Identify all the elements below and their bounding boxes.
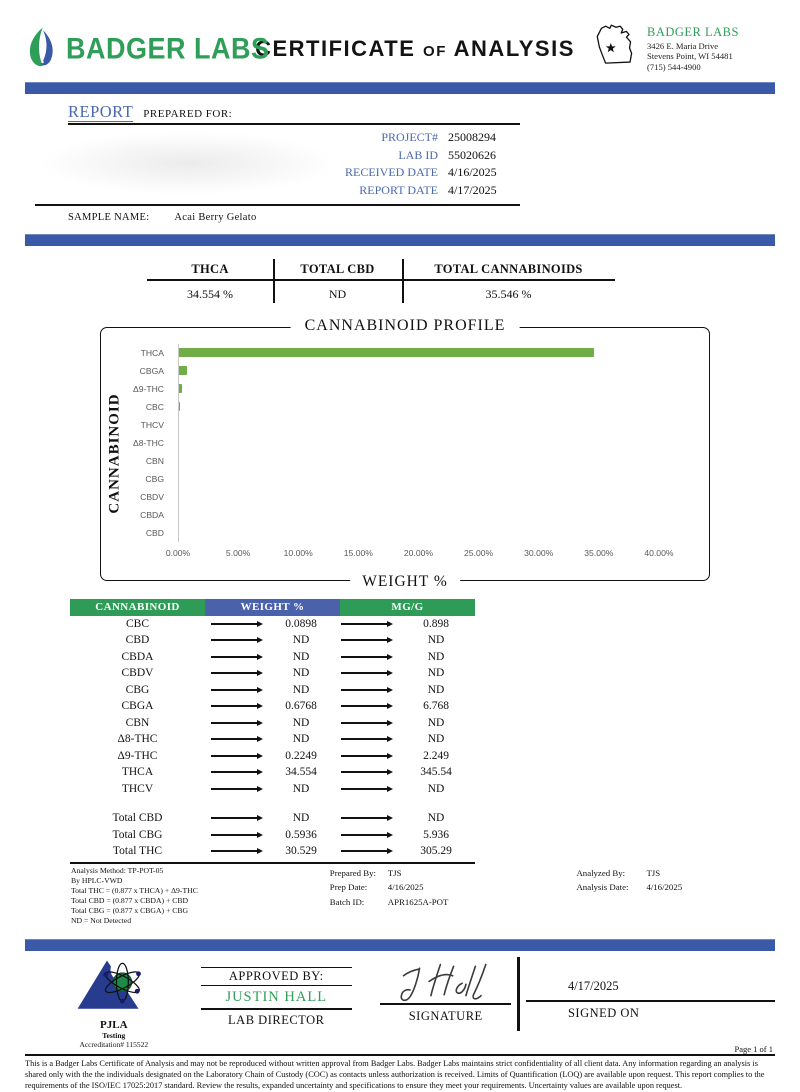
arrow-icon — [335, 848, 397, 854]
arrow-icon — [335, 703, 397, 709]
arrow-icon — [335, 621, 397, 627]
page-number: Page 1 of 1 — [734, 1043, 773, 1054]
table-row — [70, 616, 475, 633]
analyzed-note-row — [576, 866, 775, 881]
report-field-value: 4/16/2025 — [448, 165, 497, 179]
report-field-value: 25008294 — [448, 130, 496, 144]
report-field-label: REPORT DATE — [359, 182, 438, 197]
arrow-icon — [335, 720, 397, 726]
table-cell-name: CBGA — [121, 700, 154, 713]
table-cell-mgg: ND — [427, 650, 445, 663]
cannabinoid-profile-chart — [100, 316, 710, 590]
summary-value: 35.546 % — [485, 286, 532, 301]
header — [25, 16, 775, 82]
lab-address-line1: 3426 E. Maria Drive — [647, 40, 719, 51]
chart-bar-row — [179, 506, 683, 524]
report-field-row — [68, 130, 520, 145]
table-row — [70, 781, 475, 798]
chart-bar-row — [179, 380, 683, 398]
note-value: TJS — [387, 867, 402, 878]
pjla-testing-label: Testing — [102, 1030, 126, 1040]
arrow-icon — [205, 786, 267, 792]
chart-category-label: Δ8-THC — [132, 437, 164, 448]
chart-bar-row — [179, 524, 683, 542]
table-cell-name: CBDV — [121, 667, 154, 680]
table-cell-mgg: 0.898 — [423, 617, 449, 630]
table-cell-mgg: 345.54 — [420, 766, 452, 779]
footer — [25, 1044, 775, 1092]
table-row — [70, 731, 475, 748]
table-cell-name: Total THC — [112, 845, 163, 858]
method-note-line: ND = Not Detected — [71, 915, 132, 925]
chart-bar-row — [179, 398, 683, 416]
divider-bar-2 — [25, 234, 775, 246]
brand-lockup — [25, 24, 270, 75]
table-cell-weight: ND — [292, 683, 310, 696]
table-cell-name: Total CBG — [112, 828, 163, 841]
report-heading — [68, 102, 520, 125]
table-cell-name: Δ8-THC — [117, 733, 158, 746]
table-row — [70, 748, 475, 765]
method-note-line: By HPLC-VWD — [71, 875, 123, 885]
table-cell-mgg: 305.29 — [420, 845, 452, 858]
table-row — [70, 682, 475, 699]
chart-bar-row — [179, 434, 683, 452]
note-value: APR1625A-POT — [387, 897, 449, 908]
summary-value: ND — [328, 286, 347, 301]
arrow-icon — [335, 769, 397, 775]
table-cell-name: CBG — [125, 683, 150, 696]
accreditation-number: Accreditation# 115522 — [79, 1039, 149, 1049]
lab-address-block — [590, 18, 775, 81]
table-cell-weight: ND — [292, 667, 310, 680]
arrow-icon — [335, 687, 397, 693]
table-cell-weight: 0.6768 — [285, 700, 317, 713]
table-cell-name: CBN — [125, 716, 150, 729]
lab-address-line2: Stevens Point, WI 54481 — [647, 51, 733, 62]
table-cell-weight: ND — [292, 650, 310, 663]
prepared-note-row — [330, 895, 519, 910]
divider-bar-3 — [25, 939, 775, 951]
chart-category-label: CBDV — [140, 491, 164, 502]
table-cell-weight: ND — [292, 812, 310, 825]
lab-name: BADGER LABS — [647, 25, 739, 40]
arrow-icon — [205, 720, 267, 726]
signed-on-label: SIGNED ON — [567, 1005, 640, 1020]
prepared-note-row — [330, 866, 519, 881]
chart-category-label: THCA — [140, 347, 164, 358]
chart-bar — [179, 384, 182, 393]
chart-x-tick-label: 0.00% — [165, 547, 191, 558]
table-totals-gap — [70, 797, 475, 810]
arrow-icon — [335, 637, 397, 643]
chart-bar — [179, 348, 594, 357]
approver-title: LAB DIRECTOR — [228, 1012, 325, 1027]
summary-column — [273, 259, 402, 305]
note-label: Analysis Date: — [576, 882, 629, 893]
leaf-logo-icon — [25, 24, 59, 75]
signed-on-block — [526, 957, 775, 1043]
summary-divider-2 — [402, 259, 404, 303]
sample-name-label: SAMPLE NAME: — [68, 211, 150, 223]
arrow-icon — [205, 832, 267, 838]
arrow-icon — [335, 654, 397, 660]
signature-image — [388, 955, 506, 1007]
chart-category-label: Δ9-THC — [132, 383, 164, 394]
chart-category-label: THCV — [140, 419, 164, 430]
prepared-notes — [330, 866, 519, 926]
arrow-icon — [205, 753, 267, 759]
note-label: Prepared By: — [329, 867, 376, 878]
divider-bar-top — [25, 82, 775, 94]
chart-bar-row — [179, 488, 683, 506]
signed-on-date: 4/17/2025 — [526, 957, 775, 1002]
chart-category-label: CBG — [145, 473, 164, 484]
approver-name: JUSTIN HALL — [225, 988, 328, 1005]
table-cell-mgg: ND — [427, 683, 445, 696]
signature-label: SIGNATURE — [408, 1008, 483, 1023]
table-cell-name: THCA — [121, 766, 154, 779]
method-note-line: Total THC = (0.877 x THCA) + Δ9-THC — [71, 885, 198, 895]
table-cell-weight: 30.529 — [285, 845, 317, 858]
chart-x-tick-label: 20.00% — [403, 547, 434, 558]
chart-x-tick-label: 25.00% — [464, 547, 494, 558]
table-body — [70, 616, 475, 798]
approved-by-block — [201, 967, 352, 1043]
method-notes — [71, 866, 238, 926]
summary-label: TOTAL CANNABINOIDS — [402, 259, 615, 281]
summary-label: THCA — [147, 259, 273, 281]
table-cell-mgg: 2.249 — [423, 749, 449, 762]
table-cell-weight: ND — [292, 634, 310, 647]
table-bottom-rule — [70, 862, 475, 864]
chart-bar-row — [179, 470, 683, 488]
pjla-logo-icon — [71, 1000, 157, 1017]
method-note-line: Analysis Method: TP-POT-05 — [71, 865, 164, 875]
arrow-icon — [205, 621, 267, 627]
chart-x-tick-label: 5.00% — [225, 547, 251, 558]
arrow-icon — [205, 736, 267, 742]
chart-category-labels — [107, 344, 171, 542]
chart-category-label: CBC — [145, 401, 164, 412]
note-value: 4/16/2025 — [646, 882, 683, 893]
table-cell-name: CBC — [125, 617, 149, 630]
chart-category-label: CBN — [145, 455, 164, 466]
table-cell-name: CBD — [125, 634, 150, 647]
page-title: CERTIFICATE of ANALYSIS — [255, 36, 575, 61]
table-row — [70, 649, 475, 666]
table-cell-weight: ND — [292, 782, 310, 795]
pjla-org-name: PJLA — [100, 1018, 128, 1031]
arrow-icon — [335, 753, 397, 759]
table-cell-mgg: ND — [427, 634, 445, 647]
table-header — [70, 599, 475, 616]
arrow-icon — [335, 786, 397, 792]
arrow-icon — [205, 637, 267, 643]
arrow-icon — [335, 832, 397, 838]
chart-category-label: CBD — [145, 527, 164, 538]
summary-results — [147, 259, 615, 305]
report-field-label: LAB ID — [398, 147, 438, 162]
table-row — [70, 632, 475, 649]
signature-area — [380, 957, 512, 1005]
table-cell-name: Total CBD — [112, 812, 163, 825]
lab-phone: (715) 544-4900 — [647, 62, 701, 73]
table-cell-mgg: ND — [427, 812, 445, 825]
report-info-section — [68, 102, 520, 198]
chart-x-tick-label: 10.00% — [283, 547, 313, 558]
chart-category-label: CBGA — [139, 365, 164, 376]
analyzed-notes — [576, 866, 775, 926]
summary-label: TOTAL CBD — [273, 259, 402, 281]
table-cell-name: CBDA — [121, 650, 154, 663]
arrow-icon — [205, 815, 267, 821]
table-cell-weight: ND — [292, 716, 310, 729]
table-row — [70, 665, 475, 682]
report-field-value: 4/17/2025 — [448, 182, 497, 197]
report-field-value: 55020626 — [448, 147, 496, 162]
chart-bar-row — [179, 344, 683, 362]
chart-bar-row — [179, 452, 683, 470]
report-field-label: PROJECT# — [381, 130, 438, 144]
note-label: Batch ID: — [329, 897, 365, 908]
table-header-mgg: MG/G — [340, 599, 475, 616]
table-header-cannabinoid: CANNABINOID — [70, 599, 205, 616]
table-cell-weight: 0.2249 — [285, 749, 317, 762]
table-row — [70, 715, 475, 732]
summary-column — [402, 259, 615, 305]
note-value: 4/16/2025 — [387, 882, 424, 893]
table-row — [70, 810, 475, 827]
footer-rule — [25, 1054, 775, 1056]
report-fields — [68, 130, 520, 198]
chart-bar — [179, 366, 187, 375]
arrow-icon — [205, 769, 267, 775]
table-row — [70, 764, 475, 781]
summary-grid — [147, 259, 615, 305]
report-field-row — [68, 165, 520, 180]
arrow-icon — [205, 670, 267, 676]
signature-block — [380, 957, 512, 1043]
arrow-icon — [335, 815, 397, 821]
table-row — [70, 698, 475, 715]
table-cell-name: THCV — [121, 782, 154, 795]
wisconsin-state-icon — [590, 18, 642, 81]
report-heading-word: REPORT — [68, 102, 134, 121]
table-cell-mgg: ND — [427, 667, 445, 680]
analyzed-note-row — [576, 880, 775, 895]
chart-y-axis-label: CANNABINOID — [107, 378, 124, 528]
note-value: TJS — [646, 867, 661, 878]
table-header-weight: WEIGHT % — [205, 599, 340, 616]
note-label: Analyzed By: — [576, 867, 626, 878]
table-cell-mgg: 6.768 — [423, 700, 449, 713]
pjla-accreditation-block — [55, 957, 173, 1049]
table-row — [70, 843, 475, 860]
report-field-label: RECEIVED DATE — [345, 165, 438, 179]
arrow-icon — [335, 670, 397, 676]
chart-plot-area — [178, 344, 683, 542]
chart-x-tick-label: 40.00% — [644, 547, 674, 558]
disclaimer-text: This is a Badger Labs Certificate of Analysis and may not be reproduced without written approval from Badger Labs. Badger Labs maintains strict confidentiality of all client data. Any information regarding an analysis is shared only with the the individuals designated on the Laboratory Chain of Custody (COC) as contacts unless authorization is received. Limits of Quantification (LOQ) are available upon request. This report complies to the requirements of the ISO/IEC 17025:2017 standard. Review the results, expanded uncertainty and specifications to ensure they meet your requirements. Uncertainty values are available upon request. — [25, 1058, 765, 1091]
chart-x-axis-label: WEIGHT % — [350, 573, 460, 591]
approval-vertical-divider — [517, 957, 519, 1031]
method-note-line: Total CBD = (0.877 x CBDA) + CBD — [71, 895, 189, 905]
summary-column — [147, 259, 273, 305]
table-cell-weight: 0.0898 — [285, 617, 317, 630]
approved-by-label: APPROVED BY: — [201, 967, 352, 986]
note-label: Prep Date: — [329, 882, 368, 893]
table-cell-mgg: ND — [427, 716, 445, 729]
method-note-line: Total CBG = (0.877 x CBGA) + CBG — [71, 905, 189, 915]
chart-x-tick-label: 30.00% — [524, 547, 554, 558]
chart-category-label: CBDA — [140, 509, 164, 520]
table-cell-weight: ND — [292, 733, 310, 746]
table-cell-mgg: ND — [427, 782, 445, 795]
table-cell-weight: 0.5936 — [285, 828, 317, 841]
arrow-icon — [335, 736, 397, 742]
arrow-icon — [205, 654, 267, 660]
table-cell-mgg: ND — [427, 733, 445, 746]
chart-x-tick-label: 35.00% — [584, 547, 614, 558]
table-cell-name: Δ9-THC — [117, 749, 158, 762]
chart-bar-row — [179, 362, 683, 380]
report-bottom-rule — [35, 204, 520, 206]
summary-divider-1 — [273, 259, 275, 303]
sample-name-row — [68, 212, 775, 223]
chart-x-tick-label: 15.00% — [343, 547, 373, 558]
brand-name: BADGER LABS — [66, 32, 270, 65]
sample-name-value: Acai Berry Gelato — [174, 211, 257, 223]
chart-bar — [179, 402, 180, 411]
summary-value: 34.554 % — [187, 286, 233, 301]
chart-title: CANNABINOID PROFILE — [291, 317, 520, 335]
table-cell-mgg: 5.936 — [423, 828, 449, 841]
prepared-note-row — [330, 880, 519, 895]
table-row — [70, 827, 475, 844]
chart-bar-row — [179, 416, 683, 434]
arrow-icon — [205, 687, 267, 693]
table-totals — [70, 810, 475, 860]
table-cell-weight: 34.554 — [285, 766, 317, 779]
chart-x-ticks — [165, 547, 683, 562]
report-field-row — [68, 183, 520, 198]
cannabinoid-table — [70, 599, 475, 864]
arrow-icon — [205, 703, 267, 709]
prepared-for-label: PREPARED FOR: — [143, 108, 233, 120]
analysis-notes — [71, 866, 775, 926]
report-field-row — [68, 148, 520, 163]
arrow-icon — [205, 848, 267, 854]
